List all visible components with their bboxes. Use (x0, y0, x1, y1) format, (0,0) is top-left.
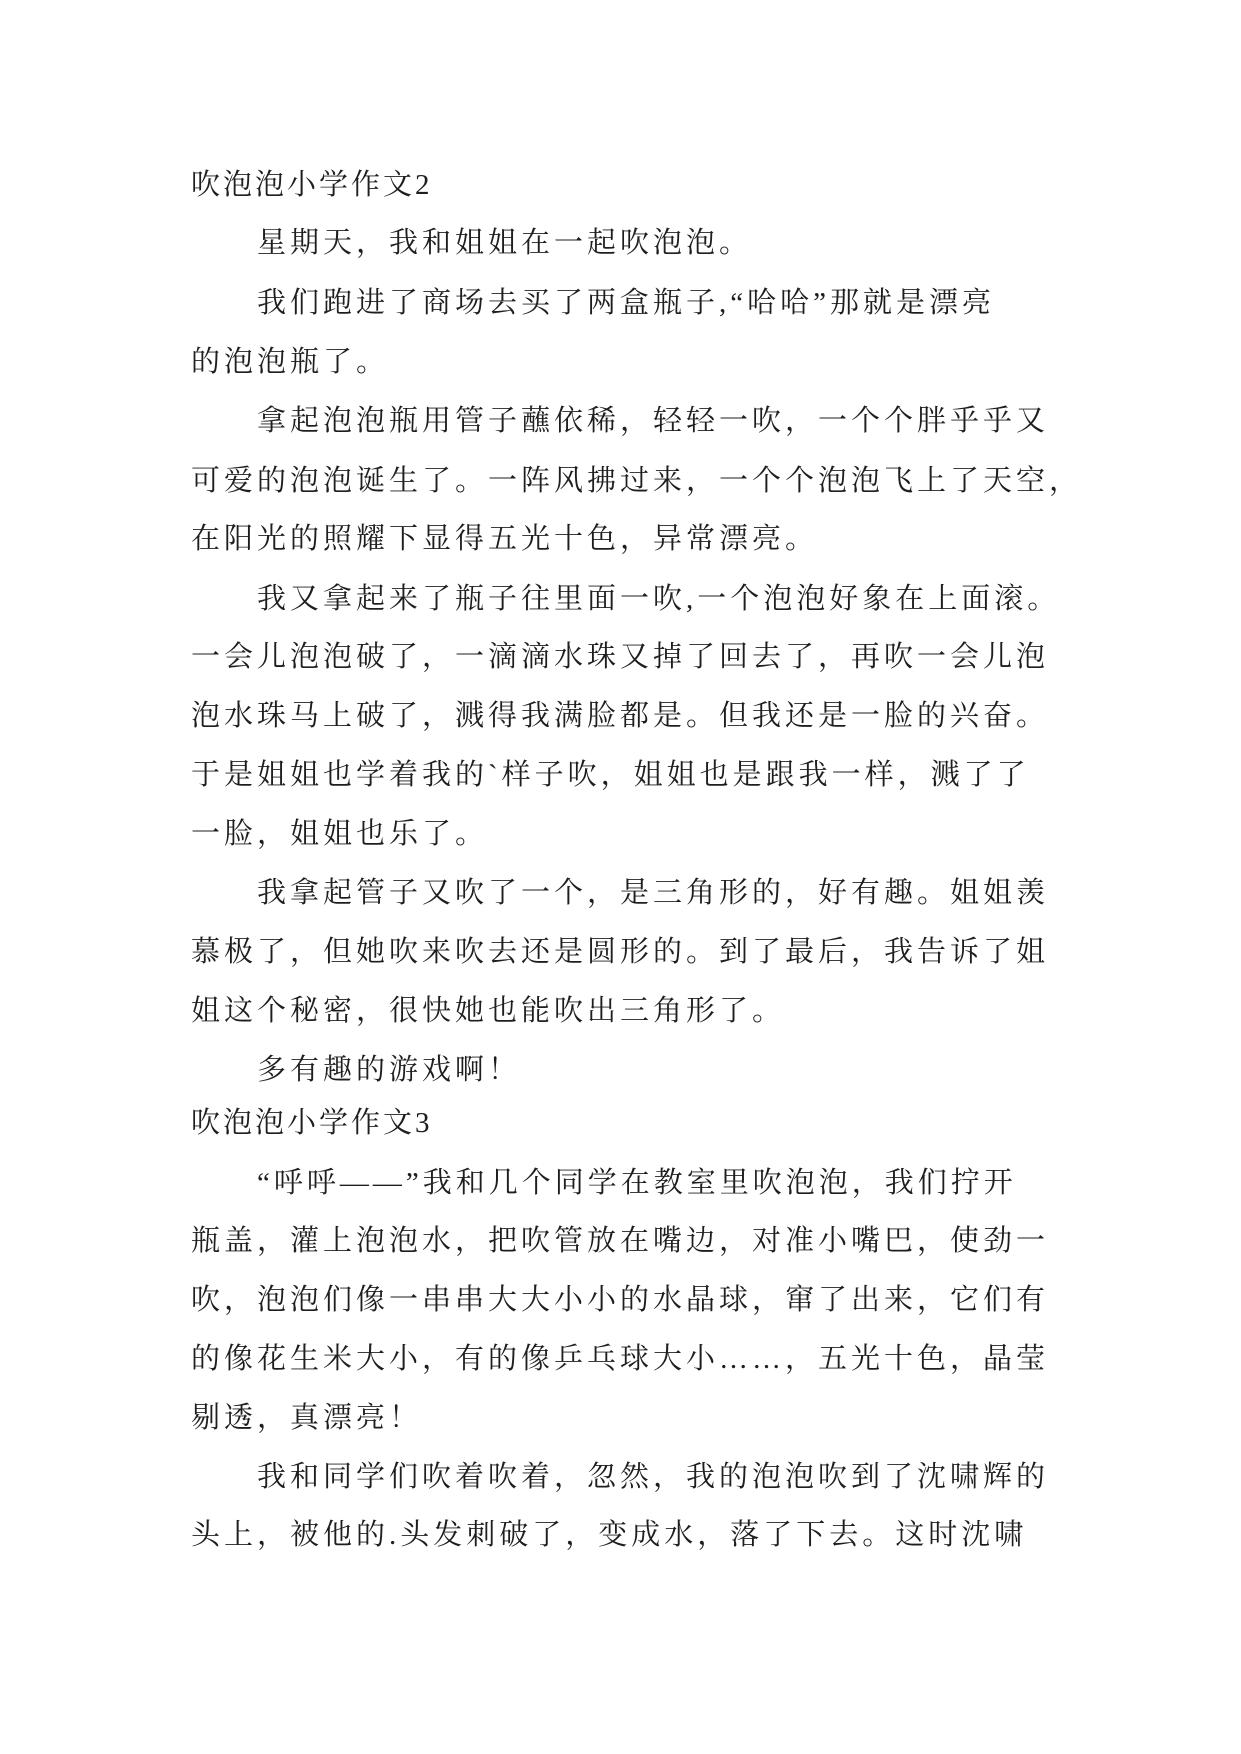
paragraph-line: 一会儿泡泡破了，一滴滴水珠又掉了回去了，再吹一会儿泡 (191, 641, 1050, 673)
paragraph-line: 我们跑进了商场去买了两盒瓶子,“哈哈”那就是漂亮 (257, 287, 995, 319)
paragraph-line: 我和同学们吹着吹着，忽然，我的泡泡吹到了沈啸辉的 (257, 1461, 1050, 1493)
paragraph-line: 的像花生米大小，有的像乒乓球大小……，五光十色，晶莹 (191, 1343, 1050, 1375)
essay-heading: 吹泡泡小学作文3 (191, 1107, 433, 1139)
paragraph-line: 我拿起管子又吹了一个，是三角形的，好有趣。姐姐羡 (257, 877, 1050, 909)
paragraph-line: 姐这个秘密，很快她也能吹出三角形了。 (191, 995, 786, 1027)
paragraph-line: 剔透，真漂亮！ (191, 1402, 423, 1434)
paragraph-line: 于是姐姐也学着我的`样子吹，姐姐也是跟我一样，溅了了 (191, 759, 1030, 791)
paragraph-line: 在阳光的照耀下显得五光十色，异常漂亮。 (191, 523, 819, 555)
paragraph-line: 头上，被他的.头发刺破了，变成水，落了下去。这时沈啸 (191, 1519, 1028, 1551)
paragraph-line: 可爱的泡泡诞生了。一阵风拂过来，一个个泡泡飞上了天空， (191, 465, 1083, 497)
paragraph-line: 我又拿起来了瓶子往里面一吹,一个泡泡好象在上面滚。 (257, 583, 1061, 615)
paragraph-line: 的泡泡瓶了。 (191, 346, 390, 378)
paragraph-line: 拿起泡泡瓶用管子蘸依稀，轻轻一吹，一个个胖乎乎又 (257, 405, 1050, 437)
paragraph-line: 瓶盖，灌上泡泡水，把吹管放在嘴边，对准小嘴巴，使劲一 (191, 1225, 1050, 1257)
paragraph-line: 吹，泡泡们像一串串大大小小的水晶球，窜了出来，它们有 (191, 1284, 1050, 1316)
paragraph-line: 一脸，姐姐也乐了。 (191, 818, 489, 850)
essay-heading: 吹泡泡小学作文2 (191, 169, 433, 201)
paragraph-line: 多有趣的游戏啊！ (257, 1054, 522, 1086)
paragraph-line: 星期天，我和姐姐在一起吹泡泡。 (257, 227, 753, 259)
paragraph-line: “呼呼——”我和几个同学在教室里吹泡泡，我们拧开 (257, 1167, 1017, 1199)
paragraph-line: 慕极了，但她吹来吹去还是圆形的。到了最后，我告诉了姐 (191, 936, 1050, 968)
paragraph-line: 泡水珠马上破了，溅得我满脸都是。但我还是一脸的兴奋。 (191, 700, 1050, 732)
